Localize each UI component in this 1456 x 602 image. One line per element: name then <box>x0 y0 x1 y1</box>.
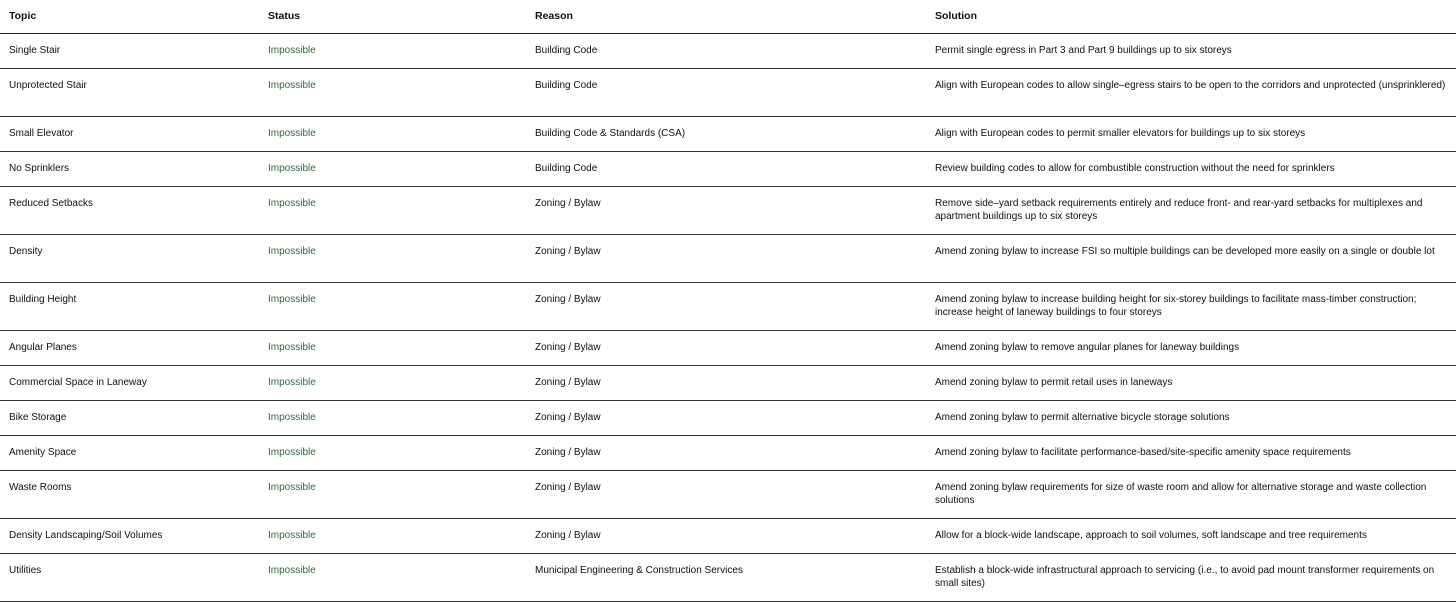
cell-status: Impossible <box>268 400 535 435</box>
cell-topic: Density Landscaping/Soil Volumes <box>0 518 268 553</box>
table-row <box>0 282 1456 330</box>
cell-status: Impossible <box>268 435 535 470</box>
cell-topic: Small Elevator <box>0 116 268 151</box>
table-header <box>0 0 1456 33</box>
cell-status: Impossible <box>268 68 535 116</box>
cell-topic: Single Stair <box>0 33 268 68</box>
header-reason: Reason <box>535 0 935 33</box>
cell-solution: Amend zoning bylaw to permit retail uses in laneways <box>935 365 1456 400</box>
cell-solution: Align with European codes to allow single–egress stairs to be open to the corridors and unprotected (unsprinklered) <box>935 68 1456 116</box>
table-row <box>0 400 1456 435</box>
cell-solution: Amend zoning bylaw to facilitate performance-based/site-specific amenity space requirements <box>935 435 1456 470</box>
cell-topic: Density <box>0 234 268 282</box>
cell-topic: Commercial Space in Laneway <box>0 365 268 400</box>
table-row <box>0 151 1456 186</box>
cell-topic: No Sprinklers <box>0 151 268 186</box>
cell-topic: Amenity Space <box>0 435 268 470</box>
cell-reason: Zoning / Bylaw <box>535 435 935 470</box>
cell-status: Impossible <box>268 151 535 186</box>
cell-topic: Bike Storage <box>0 400 268 435</box>
cell-topic: Reduced Setbacks <box>0 186 268 234</box>
cell-topic: Angular Planes <box>0 330 268 365</box>
cell-status: Impossible <box>268 116 535 151</box>
cell-status: Impossible <box>268 365 535 400</box>
cell-status: Impossible <box>268 470 535 518</box>
cell-reason: Zoning / Bylaw <box>535 186 935 234</box>
cell-solution: Amend zoning bylaw to increase FSI so multiple buildings can be developed more easily on a single or double lot <box>935 234 1456 282</box>
table-row <box>0 330 1456 365</box>
cell-reason: Building Code & Standards (CSA) <box>535 116 935 151</box>
cell-reason: Building Code <box>535 151 935 186</box>
cell-solution: Amend zoning bylaw to permit alternative bicycle storage solutions <box>935 400 1456 435</box>
cell-topic: Waste Rooms <box>0 470 268 518</box>
table-row <box>0 234 1456 282</box>
cell-topic: Building Height <box>0 282 268 330</box>
table-row <box>0 470 1456 518</box>
cell-solution: Amend zoning bylaw to increase building height for six-storey buildings to facilitate mass-timber construction; increase height of laneway buildings to four storeys <box>935 282 1456 330</box>
cell-status: Impossible <box>268 234 535 282</box>
table-row <box>0 33 1456 68</box>
cell-status: Impossible <box>268 518 535 553</box>
table-row <box>0 68 1456 116</box>
cell-reason: Building Code <box>535 68 935 116</box>
cell-solution: Review building codes to allow for combustible construction without the need for sprinklers <box>935 151 1456 186</box>
header-row <box>0 0 1456 33</box>
table-row <box>0 116 1456 151</box>
cell-reason: Zoning / Bylaw <box>535 330 935 365</box>
cell-topic: Unprotected Stair <box>0 68 268 116</box>
cell-solution: Align with European codes to permit smaller elevators for buildings up to six storeys <box>935 116 1456 151</box>
cell-reason: Zoning / Bylaw <box>535 282 935 330</box>
cell-solution: Amend zoning bylaw to remove angular planes for laneway buildings <box>935 330 1456 365</box>
cell-status: Impossible <box>268 553 535 601</box>
cell-status: Impossible <box>268 186 535 234</box>
cell-solution: Allow for a block-wide landscape, approach to soil volumes, soft landscape and tree requirements <box>935 518 1456 553</box>
cell-reason: Building Code <box>535 33 935 68</box>
table-row <box>0 553 1456 601</box>
header-status: Status <box>268 0 535 33</box>
header-solution: Solution <box>935 0 1456 33</box>
cell-status: Impossible <box>268 282 535 330</box>
cell-solution: Establish a block-wide infrastructural approach to servicing (i.e., to avoid pad mount transformer requirements on small sites) <box>935 553 1456 601</box>
table-row <box>0 365 1456 400</box>
cell-reason: Zoning / Bylaw <box>535 518 935 553</box>
table-body <box>0 33 1456 601</box>
cell-reason: Zoning / Bylaw <box>535 234 935 282</box>
table-row <box>0 186 1456 234</box>
table-row <box>0 435 1456 470</box>
cell-reason: Zoning / Bylaw <box>535 365 935 400</box>
cell-reason: Municipal Engineering & Construction Services <box>535 553 935 601</box>
cell-status: Impossible <box>268 33 535 68</box>
cell-solution: Amend zoning bylaw requirements for size of waste room and allow for alternative storage and waste collection solutions <box>935 470 1456 518</box>
cell-reason: Zoning / Bylaw <box>535 400 935 435</box>
cell-solution: Permit single egress in Part 3 and Part 9 buildings up to six storeys <box>935 33 1456 68</box>
cell-topic: Utilities <box>0 553 268 601</box>
cell-reason: Zoning / Bylaw <box>535 470 935 518</box>
cell-status: Impossible <box>268 330 535 365</box>
header-topic: Topic <box>0 0 268 33</box>
cell-solution: Remove side–yard setback requirements entirely and reduce front- and rear-yard setbacks for multiplexes and apartment buildings up to six storeys <box>935 186 1456 234</box>
table-row <box>0 518 1456 553</box>
